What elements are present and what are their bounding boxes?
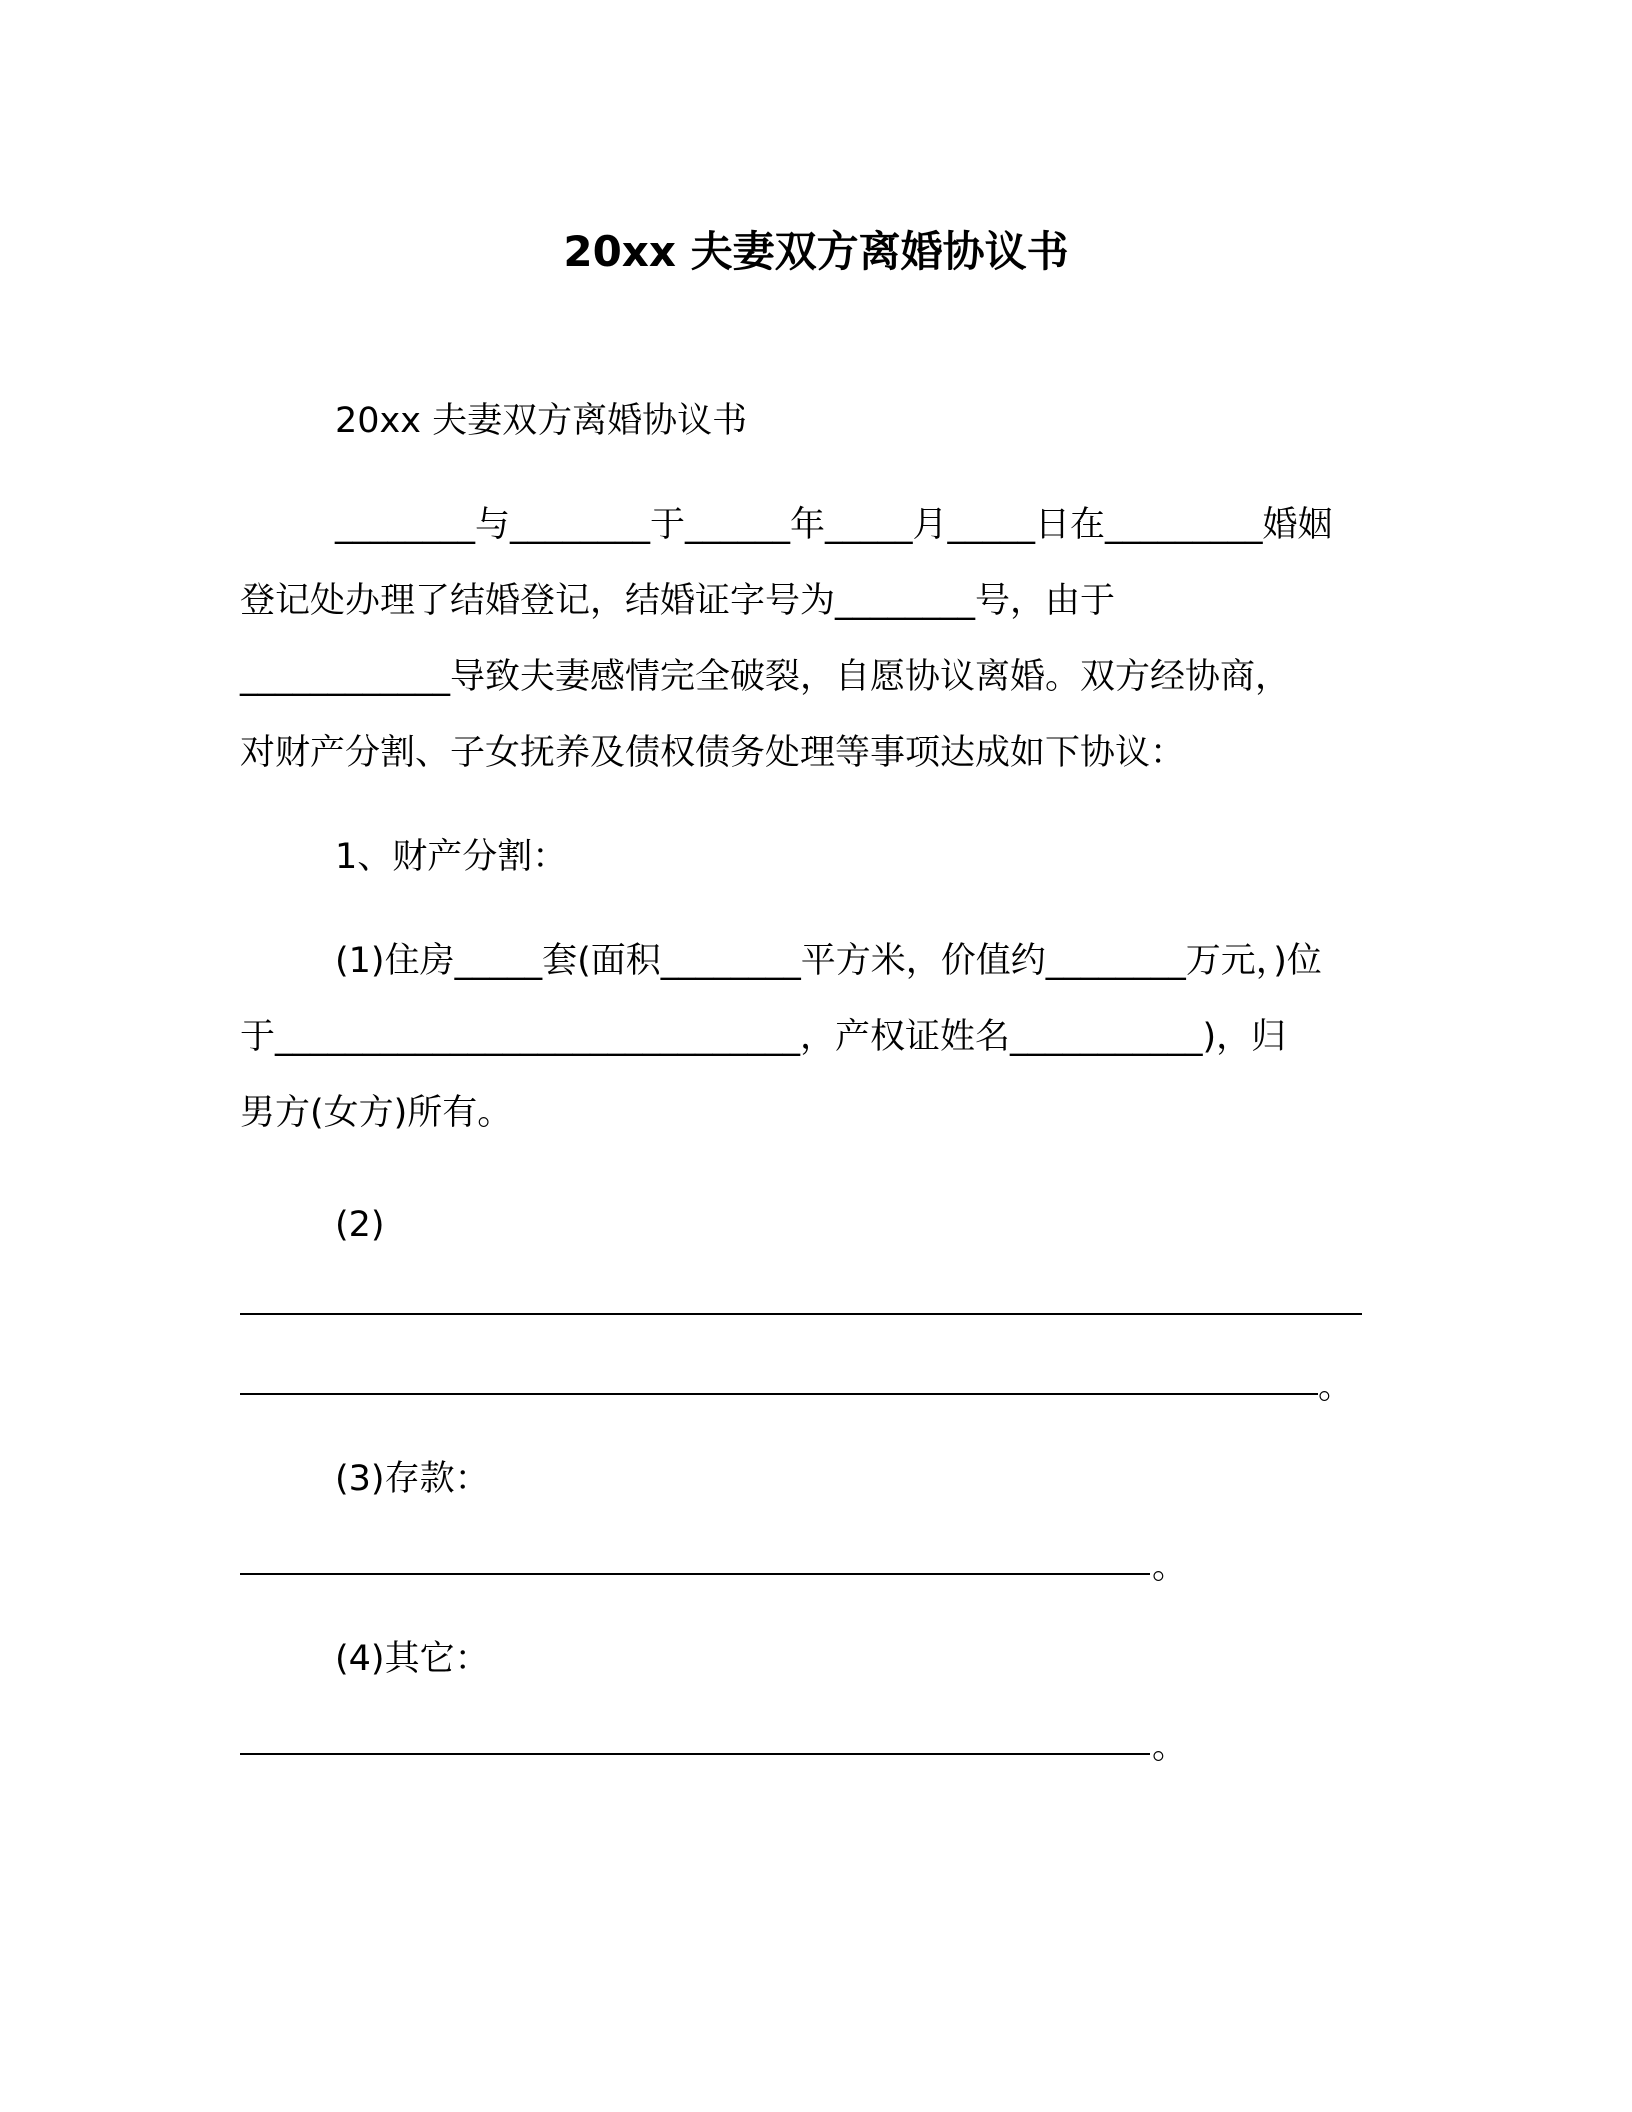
item-3-label: (3)存款： <box>335 1459 490 1499</box>
item-4-label: (4)其它： <box>335 1639 490 1679</box>
item-1-line-1: (1)住房_____套(面积________平方米，价值约________万元，)位 <box>335 941 1322 981</box>
item-3-end-mark: 。 <box>1152 1547 1188 1587</box>
item-4-fill-line <box>240 1753 1150 1755</box>
item-3-fill-line <box>240 1573 1150 1575</box>
item-2-end-mark: 。 <box>1318 1367 1354 1407</box>
intro-line-1: ________与________于______年_____月_____日在_________婚姻 <box>335 505 1333 545</box>
item-2-fill-line-2 <box>240 1393 1318 1395</box>
intro-line-2: 登记处办理了结婚登记，结婚证字号为________号，由于 <box>240 581 1116 621</box>
intro-line-4: 对财产分割、子女抚养及债权债务处理等事项达成如下协议： <box>240 733 1186 773</box>
document-subtitle: 20xx 夫妻双方离婚协议书 <box>335 401 748 441</box>
document-title: 20xx 夫妻双方离婚协议书 <box>563 227 1069 276</box>
item-4-end-mark: 。 <box>1152 1727 1188 1767</box>
item-2-label: (2) <box>335 1205 385 1245</box>
item-1-line-2: 于______________________________，产权证姓名___________)，归 <box>240 1017 1287 1057</box>
section-1-heading: 1、财产分割： <box>335 837 568 877</box>
item-1-line-3: 男方(女方)所有。 <box>240 1093 513 1133</box>
item-2-fill-line-1 <box>240 1313 1362 1315</box>
intro-line-3: ____________导致夫妻感情完全破裂，自愿协议离婚。双方经协商， <box>240 657 1291 697</box>
